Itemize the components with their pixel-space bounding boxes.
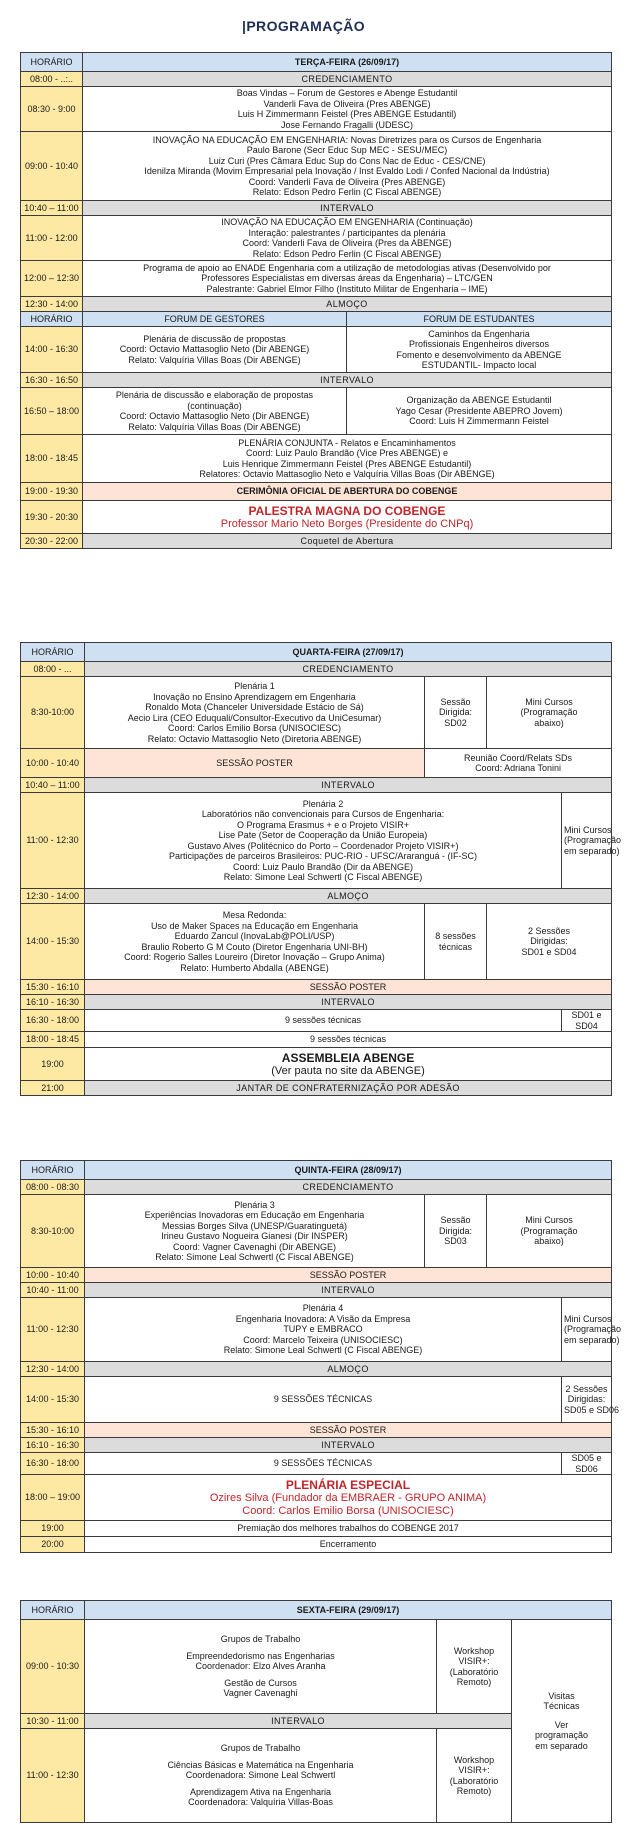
session-line: em separado) bbox=[564, 845, 620, 856]
table-row bbox=[21, 388, 612, 435]
session-cell bbox=[85, 1195, 425, 1268]
sessao-dirigida-cell bbox=[425, 1195, 487, 1268]
table-row bbox=[21, 889, 612, 904]
time-cell: 16:50 – 18:00 bbox=[21, 388, 83, 435]
session-cell bbox=[85, 1475, 612, 1521]
time-cell: 14:00 - 15:30 bbox=[21, 1377, 85, 1423]
session-line: Remoto) bbox=[456, 1786, 492, 1796]
table-row bbox=[21, 749, 612, 778]
session-line: Ronaldo Mota (Chanceler Universidade Estácio de Sá) bbox=[145, 702, 364, 712]
session-line: Paulo Barone (Secr Educ Sup MEC - SESU/MEC) bbox=[246, 145, 448, 155]
session-line: Vanderli Fava de Oliveira (Pres ABENGE) bbox=[263, 98, 431, 109]
time-cell: 08:00 - ..:.. bbox=[21, 72, 83, 87]
table-row bbox=[21, 1161, 612, 1180]
session-cell bbox=[83, 435, 612, 483]
time-cell: 11:00 - 12:30 bbox=[21, 793, 85, 889]
session-line: Reunião Coord/Relats SDs bbox=[463, 752, 573, 763]
time-cell: 18:00 - 18:45 bbox=[21, 435, 83, 483]
session-line: Técnicas bbox=[543, 1701, 580, 1712]
session-cell bbox=[83, 501, 612, 534]
forum-estudantes-header: FORUM DE ESTUDANTES bbox=[347, 312, 612, 327]
session-line: Coord: Vagner Cavenaghi (Dir ABENGE) bbox=[173, 1241, 336, 1252]
session-cell bbox=[85, 793, 562, 889]
session-line: Caminhos da Engenharia bbox=[428, 328, 530, 339]
session-cell: CERIMÔNIA OFICIAL DE ABERTURA DO COBENGE bbox=[83, 483, 612, 501]
tuesday-schedule-table bbox=[20, 52, 612, 549]
session-line: Coord: Luiz Paulo Brandão (Dir da ABENGE) bbox=[232, 861, 414, 872]
session-line: 2 Sessões bbox=[528, 925, 571, 936]
time-cell: 19:00 bbox=[21, 1521, 85, 1537]
session-line: Empreendedorismo nas Engenharias bbox=[186, 1650, 335, 1661]
session-cell: 9 SESSÕES TÉCNICAS bbox=[85, 1377, 562, 1423]
time-cell: 10:40 – 11:00 bbox=[21, 778, 85, 793]
table-row bbox=[21, 1423, 612, 1438]
table-row bbox=[21, 1298, 612, 1362]
session-line: Palestrante: Gabriel Elmor Filho (Instituto Militar de Engenharia – IME) bbox=[206, 283, 488, 294]
session-line: SD02 bbox=[444, 717, 467, 728]
session-line: 8 sessões bbox=[435, 931, 476, 941]
table-row bbox=[21, 483, 612, 501]
session-line: Professor Mario Neto Borges (Presidente do CNPq) bbox=[220, 517, 474, 530]
session-cell: Encerramento bbox=[85, 1537, 612, 1553]
table-row bbox=[21, 1377, 612, 1423]
session-line: Relato: Humberto Abdalla (ABENGE) bbox=[180, 962, 329, 973]
session-cell: INTERVALO bbox=[85, 1714, 512, 1729]
session-cell: INTERVALO bbox=[85, 1283, 612, 1298]
session-line: O Programa Erasmus + e o Projeto VISIR+ bbox=[236, 819, 410, 830]
session-line: Relato: Valquíria Villas Boas (Dir ABENGE) bbox=[128, 354, 301, 365]
table-row bbox=[21, 1032, 612, 1048]
table-row bbox=[21, 904, 612, 980]
session-cell: JANTAR DE CONFRATERNIZAÇÃO POR ADESÃO bbox=[85, 1081, 612, 1096]
session-line: Coordenadora: Simone Leal Schwertl bbox=[185, 1770, 336, 1781]
session-cell bbox=[85, 677, 425, 749]
session-line: Eduardo Zancul (InovaLab@POLI/USP) bbox=[174, 931, 335, 941]
session-line: Relatores: Octavio Mattasoglio Neto e Valquíria Villas Boas (Dir ABENGE) bbox=[199, 469, 495, 479]
session-line: Ozires Silva (Fundador da EMBRAER - GRUPO ANIMA) bbox=[209, 1491, 487, 1504]
session-cell: SESSÃO POSTER bbox=[85, 980, 612, 995]
table-row bbox=[21, 132, 612, 201]
table-row bbox=[21, 643, 612, 662]
session-line: Plenária 3 bbox=[234, 1199, 275, 1210]
time-cell: 19:00 - 19:30 bbox=[21, 483, 83, 501]
time-cell: 14:00 - 16:30 bbox=[21, 327, 83, 373]
session-line: SD01 e SD04 bbox=[521, 946, 577, 957]
sessoes-dirigidas-cell bbox=[562, 1377, 620, 1423]
mini-cursos-cell bbox=[562, 1298, 622, 1362]
session-cell: Premiação dos melhores trabalhos do COBENGE 2017 bbox=[85, 1521, 612, 1537]
table-row bbox=[21, 435, 612, 483]
session-line: Dirigida: bbox=[438, 1225, 472, 1236]
session-line: Relato: Octavio Mattasoglio Neto (Diretoria ABENGE) bbox=[147, 733, 362, 744]
time-cell: 21:00 bbox=[21, 1081, 85, 1096]
table-row bbox=[21, 662, 612, 677]
session-cell bbox=[83, 87, 612, 132]
table-row bbox=[21, 53, 612, 72]
session-line: programação bbox=[534, 1730, 589, 1741]
table-row bbox=[21, 1601, 612, 1620]
session-line: Relato: Simone Leal Schwertl (C Fiscal ABENGE) bbox=[155, 1252, 354, 1262]
session-line: Coord: Rogerio Salles Loureiro (Diretor Inovação – Grupo Anima) bbox=[124, 952, 385, 962]
session-line: em separado) bbox=[564, 1334, 620, 1345]
time-cell: 12:00 – 12:30 bbox=[21, 261, 83, 297]
session-line: Workshop bbox=[453, 1645, 495, 1656]
time-cell: 09:00 - 10:40 bbox=[21, 132, 83, 201]
session-line: Relato: Simone Leal Schwertl (C Fiscal ABENGE) bbox=[223, 1345, 423, 1356]
mini-cursos-cell bbox=[487, 677, 612, 749]
session-line: Plenária de discussão e elaboração de propostas bbox=[115, 390, 314, 400]
session-line: Gestão de Cursos bbox=[224, 1677, 297, 1688]
time-cell: 08:30 - 9:00 bbox=[21, 87, 83, 132]
session-line: Messias Borges Silva (UNESP/Guaratinguetá) bbox=[161, 1220, 348, 1231]
session-line: Mesa Redonda: bbox=[222, 910, 287, 920]
session-cell bbox=[83, 327, 347, 373]
session-line: Relato: Edson Pedro Ferlin (C Fiscal ABENGE) bbox=[252, 187, 442, 197]
table-row bbox=[21, 1283, 612, 1298]
table-row bbox=[21, 793, 612, 889]
session-cell: SESSÃO POSTER bbox=[85, 749, 425, 778]
horario-header: HORÁRIO bbox=[21, 312, 83, 327]
table-row bbox=[21, 312, 612, 327]
session-line: Coordenador: Elzo Alves Aranha bbox=[195, 1661, 326, 1672]
session-cell: ALMOÇO bbox=[85, 1362, 612, 1377]
session-title: ASSEMBLEIA ABENGE bbox=[281, 1050, 415, 1065]
time-cell: 12:30 - 14:00 bbox=[21, 1362, 85, 1377]
table-row bbox=[21, 980, 612, 995]
session-cell: INTERVALO bbox=[85, 995, 612, 1010]
session-line bbox=[514, 1712, 609, 1720]
table-row bbox=[21, 677, 612, 749]
table-row bbox=[21, 1081, 612, 1096]
time-cell: 19:00 bbox=[21, 1048, 85, 1081]
session-line: 2 Sessões bbox=[565, 1383, 608, 1394]
table-row bbox=[21, 1048, 612, 1081]
time-cell: 12:30 - 14:00 bbox=[21, 297, 83, 312]
time-cell: 16:30 - 18:00 bbox=[21, 1453, 85, 1475]
time-cell: 16:30 - 16:50 bbox=[21, 373, 83, 388]
session-line: Profissionais Engenheiros diversos bbox=[408, 339, 550, 349]
mini-cursos-cell bbox=[487, 1195, 612, 1268]
table-row bbox=[21, 87, 612, 132]
session-line: INOVAÇÃO NA EDUCAÇÃO EM ENGENHARIA: Novas Diretrizes para os Cursos de Engenharia bbox=[152, 134, 542, 145]
time-cell: 11:00 - 12:30 bbox=[21, 1298, 85, 1362]
table-row bbox=[21, 1438, 612, 1453]
session-line: Yago Cesar (Presidente ABEPRO Jovem) bbox=[395, 405, 563, 416]
session-title: PALESTRA MAGNA DO COBENGE bbox=[248, 503, 446, 518]
session-line: Lise Pate (Setor de Cooperação da União Europeia) bbox=[218, 830, 428, 840]
session-line: Experiências Inovadoras em Educação em Engenharia bbox=[144, 1210, 365, 1220]
table-row bbox=[21, 1537, 612, 1553]
workshop-visir-cell bbox=[437, 1729, 512, 1823]
session-cell: 9 SESSÕES TÉCNICAS bbox=[85, 1453, 562, 1475]
day-title-friday: SEXTA-FEIRA (29/09/17) bbox=[85, 1601, 612, 1620]
session-line: SD05 e SD06 bbox=[564, 1404, 620, 1415]
session-line: Mini Cursos bbox=[564, 1313, 612, 1324]
session-line: Plenária 2 bbox=[302, 798, 344, 809]
session-line: VISIR+: bbox=[458, 1656, 490, 1666]
session-cell: INTERVALO bbox=[85, 778, 612, 793]
session-line: Luis H Zimmermann Feistel (Pres ABENGE Estudantil) bbox=[237, 109, 457, 119]
session-line: Organização da ABENGE Estudantil bbox=[406, 395, 552, 406]
table-row bbox=[21, 1521, 612, 1537]
session-line: (Programação bbox=[520, 707, 578, 718]
session-line: Plenária de discussão de propostas bbox=[143, 333, 286, 344]
session-line: Coord: Octavio Mattasoglio Neto (Dir ABENGE) bbox=[119, 411, 310, 421]
session-line: Relato: Simone Leal Schwertl (C Fiscal ABENGE) bbox=[223, 872, 423, 882]
time-cell: 16:10 - 16:30 bbox=[21, 995, 85, 1010]
session-line: Ciências Básicas e Matemática na Engenharia bbox=[167, 1759, 354, 1770]
session-cell: SD05 e SD06 bbox=[562, 1453, 612, 1475]
session-line: ESTUDANTIL- Impacto local bbox=[421, 360, 537, 370]
session-line: Boas Vindas – Forum de Gestores e Abenge Estudantil bbox=[236, 88, 458, 98]
session-line: Dirigidas: bbox=[530, 936, 568, 947]
session-line: Plenária 4 bbox=[302, 1303, 344, 1314]
time-cell: 8:30-10:00 bbox=[21, 1195, 85, 1268]
table-row bbox=[21, 373, 612, 388]
session-cell: Coquetel de Abertura bbox=[83, 534, 612, 549]
session-cell bbox=[83, 216, 612, 261]
table-row bbox=[21, 995, 612, 1010]
session-cell: SESSÃO POSTER bbox=[85, 1423, 612, 1438]
session-line: Vagner Cavenaghi bbox=[223, 1688, 298, 1699]
session-line: Coord: Carlos Emilio Borsa (UNISOCIESC) bbox=[242, 1504, 454, 1517]
time-cell: 15:30 - 16:10 bbox=[21, 1423, 85, 1438]
session-line: Relato: Valquíria Villas Boas (Dir ABENGE) bbox=[128, 421, 301, 432]
workshop-visir-cell bbox=[437, 1620, 512, 1714]
time-cell: 16:10 - 16:30 bbox=[21, 1438, 85, 1453]
session-line: (Programação bbox=[520, 1225, 578, 1236]
friday-schedule-table bbox=[20, 1600, 612, 1823]
session-cell: ALMOÇO bbox=[83, 297, 612, 312]
forum-gestores-header: FORUM DE GESTORES bbox=[83, 312, 347, 327]
session-line: Gustavo Alves (Politécnico do Porto – Coordenador Projeto VISIR+) bbox=[187, 840, 459, 851]
session-line: Coord: Carlos Emilio Borsa (UNISOCIESC) bbox=[167, 723, 342, 733]
time-cell: 10:40 – 11:00 bbox=[21, 201, 83, 216]
table-row bbox=[21, 1010, 612, 1032]
day-title-thursday: QUINTA-FEIRA (28/09/17) bbox=[85, 1161, 612, 1180]
session-cell: CREDENCIAMENTO bbox=[85, 662, 612, 677]
time-cell: 10:00 - 10:40 bbox=[21, 749, 85, 778]
time-cell: 20:30 - 22:00 bbox=[21, 534, 83, 549]
session-cell: SESSÃO POSTER bbox=[85, 1268, 612, 1283]
session-line: Braulio Roberto G M Couto (Diretor Engenharia UNI-BH) bbox=[141, 941, 368, 952]
session-line: INOVAÇÃO NA EDUCAÇÃO EM ENGENHARIA (Continuação) bbox=[221, 217, 473, 227]
session-line: Engenharia Inovadora: A Visão da Empresa bbox=[235, 1313, 411, 1324]
table-row bbox=[21, 1180, 612, 1195]
session-line: Participações de parceiros Brasileiros: PUC-RIO - UFSC/Araranguá - (IF-SC) bbox=[168, 851, 478, 861]
time-cell: 8:30-10:00 bbox=[21, 677, 85, 749]
time-cell: 10:00 - 10:40 bbox=[21, 1268, 85, 1283]
session-line: (Programação bbox=[564, 835, 622, 846]
session-line: Sessão bbox=[440, 696, 471, 707]
time-cell: 14:00 - 15:30 bbox=[21, 904, 85, 980]
session-line: (Programação bbox=[564, 1324, 622, 1335]
session-title: PLENÁRIA ESPECIAL bbox=[285, 1477, 411, 1492]
session-line: Visitas bbox=[548, 1690, 575, 1701]
mini-cursos-cell bbox=[562, 793, 622, 889]
session-line: Luis Henrique Zimmermann Feistel (Pres ABENGE Estudantil) bbox=[222, 458, 472, 469]
session-line: Idenilza Miranda (Movim Empresarial pela Inovação / Inst Evaldo Lodi / Confed Nacional da Indústria) bbox=[144, 166, 550, 176]
session-cell: 9 sessões técnicas bbox=[85, 1032, 612, 1048]
session-line: (continuação) bbox=[187, 400, 242, 411]
session-line: Dirigida: bbox=[438, 707, 472, 718]
day-title-wednesday: QUARTA-FEIRA (27/09/17) bbox=[85, 643, 612, 662]
session-line: Interação: palestrantes / participantes da plenária bbox=[248, 227, 446, 238]
session-line: Programa de apoio ao ENADE Engenharia com a utilização de metodologias ativas (Desenvolvido por bbox=[143, 262, 551, 273]
session-line: Coord: Marcelo Teixeira (UNISOCIESC) bbox=[243, 1334, 403, 1345]
session-line: Aprendizagem Ativa na Engenharia bbox=[189, 1786, 332, 1797]
sessoes-tecnicas-cell bbox=[425, 904, 487, 980]
table-row bbox=[21, 72, 612, 87]
session-line: técnicas bbox=[438, 941, 473, 952]
session-line: Coord: Adriana Tonini bbox=[475, 763, 561, 773]
session-line: Jose Fernando Fragalli (UDESC) bbox=[280, 119, 414, 130]
session-cell: 9 sessões técnicas bbox=[85, 1010, 562, 1032]
session-line: Coord: Octavio Mattasoglio Neto (Dir ABENGE) bbox=[119, 344, 310, 355]
horario-header: HORÁRIO bbox=[21, 643, 85, 662]
session-line: Grupos de Trabalho bbox=[220, 1743, 301, 1754]
table-row bbox=[21, 1620, 612, 1714]
session-line: Mini Cursos bbox=[525, 696, 573, 707]
session-cell bbox=[83, 132, 612, 201]
reuniao-cell bbox=[425, 749, 612, 778]
session-line: abaixo) bbox=[534, 1236, 564, 1247]
horario-header: HORÁRIO bbox=[21, 1161, 85, 1180]
session-line: Inovação no Ensino Aprendizagem em Engenharia bbox=[153, 691, 356, 702]
session-line: Dirigidas: bbox=[567, 1394, 606, 1405]
table-row bbox=[21, 1475, 612, 1521]
thursday-schedule-table bbox=[20, 1160, 622, 1553]
session-line: Coord: Vanderli Fava de Oliveira (Pres da ABENGE) bbox=[242, 238, 452, 248]
time-cell: 08:00 - 08:30 bbox=[21, 1180, 85, 1195]
time-cell: 18:00 - 18:45 bbox=[21, 1032, 85, 1048]
session-line: Relato: Edson Pedro Ferlin (C Fiscal ABENGE) bbox=[252, 248, 442, 259]
session-line: Mini Cursos bbox=[564, 824, 612, 835]
session-cell bbox=[85, 904, 425, 980]
time-cell: 11:00 - 12:30 bbox=[21, 1729, 85, 1823]
time-cell: 12:30 - 14:00 bbox=[21, 889, 85, 904]
time-cell: 18:00 – 19:00 bbox=[21, 1475, 85, 1521]
session-line: em separado bbox=[535, 1740, 588, 1751]
session-line: VISIR+: bbox=[458, 1765, 490, 1775]
session-line: Laboratórios não convencionais para Cursos de Engenharia: bbox=[201, 809, 445, 819]
session-cell bbox=[347, 327, 612, 373]
time-cell: 20:00 bbox=[21, 1537, 85, 1553]
table-row bbox=[21, 1362, 612, 1377]
session-line: (Laboratório bbox=[449, 1775, 499, 1786]
session-cell bbox=[85, 1729, 437, 1823]
session-line: PLENÁRIA CONJUNTA - Relatos e Encaminhamentos bbox=[238, 437, 456, 448]
table-row bbox=[21, 261, 612, 297]
session-cell bbox=[85, 1048, 612, 1081]
visitas-tecnicas-cell bbox=[512, 1620, 612, 1823]
session-line: Workshop bbox=[453, 1754, 495, 1765]
time-cell: 10:40 - 11:00 bbox=[21, 1283, 85, 1298]
session-cell bbox=[83, 261, 612, 297]
session-line: Uso de Maker Spaces na Educação em Engenharia bbox=[150, 920, 359, 931]
time-cell: 15:30 - 16:10 bbox=[21, 980, 85, 995]
session-line: Ver bbox=[554, 1719, 569, 1730]
table-row bbox=[21, 1453, 612, 1475]
sessoes-dirigidas-cell bbox=[487, 904, 612, 980]
session-cell: CREDENCIAMENTO bbox=[85, 1180, 612, 1195]
session-cell bbox=[83, 388, 347, 435]
session-line: Aecio Lira (CEO Eduquali/Consultor-Executivo da UniCesumar) bbox=[127, 712, 382, 723]
session-line: Mini Cursos bbox=[525, 1215, 573, 1226]
session-line: Coord: Luis H Zimmermann Feistel bbox=[409, 416, 549, 427]
session-line: TUPY e EMBRACO bbox=[283, 1324, 363, 1335]
session-line: Coordenadora: Valquíria Villas-Boas bbox=[188, 1797, 333, 1808]
time-cell: 16:30 - 18:00 bbox=[21, 1010, 85, 1032]
page-title: |PROGRAMAÇÃO bbox=[242, 18, 366, 34]
session-line: Luiz Curi (Pres Câmara Educ Sup do Cons Nac de Educ - CES/CNE) bbox=[208, 155, 486, 166]
table-row bbox=[21, 297, 612, 312]
horario-header: HORÁRIO bbox=[21, 53, 83, 72]
time-cell: 09:00 - 10:30 bbox=[21, 1620, 85, 1714]
session-cell: CREDENCIAMENTO bbox=[83, 72, 612, 87]
table-row bbox=[21, 327, 612, 373]
time-cell: 08:00 - ... bbox=[21, 662, 85, 677]
sessao-dirigida-cell bbox=[425, 677, 487, 749]
session-line: abaixo) bbox=[534, 717, 564, 728]
session-cell: INTERVALO bbox=[85, 1438, 612, 1453]
session-line: Fomento e desenvolvimento da ABENGE bbox=[396, 349, 562, 360]
table-row bbox=[21, 501, 612, 534]
session-line: Remoto) bbox=[456, 1677, 492, 1687]
table-row bbox=[21, 201, 612, 216]
session-cell: INTERVALO bbox=[83, 201, 612, 216]
table-row bbox=[21, 534, 612, 549]
session-line: (Laboratório bbox=[449, 1666, 499, 1677]
time-cell: 11:00 - 12:00 bbox=[21, 216, 83, 261]
time-cell: 19:30 - 20:30 bbox=[21, 501, 83, 534]
table-row bbox=[21, 778, 612, 793]
session-line: SD03 bbox=[444, 1236, 467, 1247]
table-row bbox=[21, 216, 612, 261]
session-line: Plenária 1 bbox=[234, 681, 275, 691]
session-line: Sessão bbox=[440, 1215, 471, 1226]
session-cell: ALMOÇO bbox=[85, 889, 612, 904]
horario-header: HORÁRIO bbox=[21, 1601, 85, 1620]
session-line: Coord: Luiz Paulo Brandão (Vice Pres ABENGE) e bbox=[246, 448, 448, 458]
session-cell bbox=[85, 1620, 437, 1714]
session-cell bbox=[85, 1298, 562, 1362]
time-cell: 10:30 - 11:00 bbox=[21, 1714, 85, 1729]
session-line: Irineu Gustavo Nogueira Gianesi (Dir INSPER) bbox=[161, 1231, 348, 1241]
session-line: Professores Especialistas em diversas áreas da Engenharia) – LTC/GEN bbox=[201, 273, 493, 284]
table-row bbox=[21, 1268, 612, 1283]
session-line: (Ver pauta no site da ABENGE) bbox=[271, 1064, 425, 1077]
session-cell: INTERVALO bbox=[83, 373, 612, 388]
day-title-tuesday: TERÇA-FEIRA (26/09/17) bbox=[83, 53, 612, 72]
session-line: Coord: Vanderli Fava de Oliveira (Pres ABENGE) bbox=[248, 176, 446, 187]
table-row bbox=[21, 1195, 612, 1268]
session-cell: SD01 e SD04 bbox=[562, 1010, 612, 1032]
wednesday-schedule-table bbox=[20, 642, 622, 1096]
session-line: Grupos de Trabalho bbox=[220, 1634, 301, 1645]
session-cell bbox=[347, 388, 612, 435]
